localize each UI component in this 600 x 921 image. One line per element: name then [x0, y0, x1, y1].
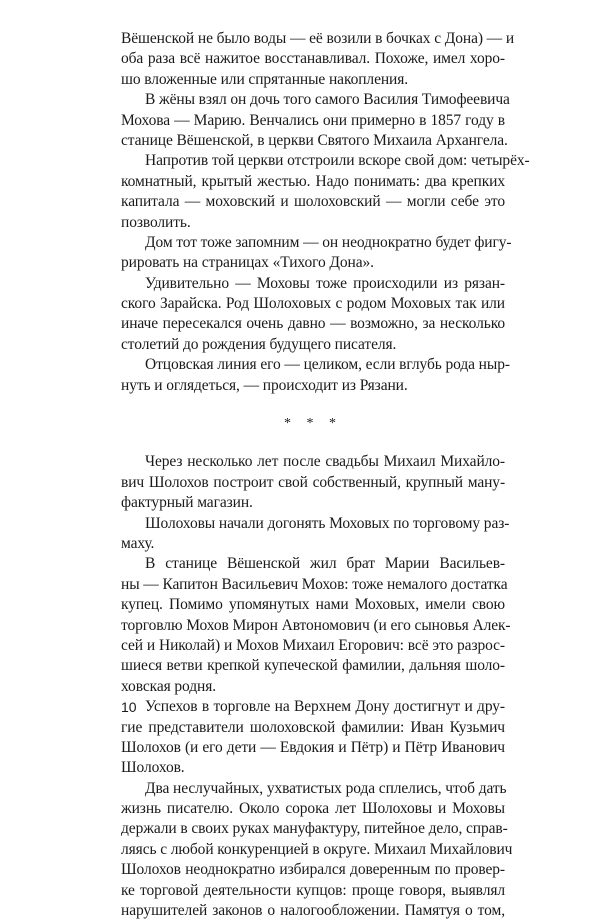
- text-block-lower: [121, 452, 513, 921]
- book-page-text: [121, 29, 530, 921]
- text-line: В станице Вёшенской жил брат Марии Васильев-: [145, 555, 505, 573]
- text-line: Шолохов.: [121, 759, 185, 777]
- text-line: Отцовская линия его — целиком, если вглубь рода ныр-: [145, 356, 510, 374]
- text-line: позволить.: [121, 213, 191, 231]
- text-line: комнатный, крытый жестью. Надо понимать: два крепких: [121, 172, 505, 190]
- text-line: сей и Николай) и Мохов Михаил Егорович: всё это разрос-: [121, 636, 505, 654]
- text-line: держали в своих руках мануфактуру, питейное дело, справ-: [121, 820, 508, 838]
- text-line: В жёны взял он дочь того самого Василия Тимофеевича: [145, 91, 510, 109]
- text-line: купец. Помимо упомянутых нами Моховых, имели свою: [121, 596, 505, 614]
- text-line: Шолохов неоднократно избирался доверенным по провер-: [121, 861, 505, 879]
- text-line: столетий до рождения будущего писателя.: [121, 335, 397, 353]
- text-line: шо вложенные или спрятанные накопления.: [121, 70, 409, 88]
- text-line: ны — Капитон Васильевич Мохов: тоже немалого достатка: [121, 575, 508, 593]
- text-line: Шолоховы начали догонять Моховых по торговому раз-: [145, 514, 510, 532]
- text-line: ховская родня.: [121, 677, 217, 695]
- text-line: Шолохов (и его дети — Евдокия и Пётр) и Пётр Иванович: [121, 738, 505, 756]
- text-line: капитала — моховский и шолоховский — могли себе это: [121, 193, 505, 211]
- text-line: фактурный магазин.: [121, 494, 253, 512]
- text-line: ляясь с любой конкуренцией в округе. Михаил Михайлович: [121, 840, 513, 858]
- text-line: Два неслучайных, ухватистых рода сплелись, чтоб дать: [145, 779, 507, 797]
- text-line: иначе пересекался очень давно — возможно, за несколько: [121, 315, 505, 333]
- section-break: * * *: [284, 416, 342, 432]
- text-line: станице Вёшенской, в церкви Святого Михаила Архангела.: [121, 131, 508, 149]
- text-line: Успехов в торговле на Верхнем Дону достигнут и дру-: [145, 698, 505, 716]
- text-line: нарушителей законов о налогообложении. Памятуя о том,: [121, 902, 505, 920]
- text-line: Мохова — Марию. Венчались они примерно в 1857 году в: [121, 111, 505, 129]
- text-line: жизнь писателю. Около сорока лет Шолоховы и Моховы: [121, 800, 505, 818]
- text-line: гие представители шолоховской фамилии: Иван Кузьмич: [121, 718, 505, 736]
- text-line: торговлю Мохов Мирон Автономович (и его сыновья Алек-: [121, 616, 511, 634]
- text-line: оба раза всё нажитое восстанавливал. Похоже, имел хоро-: [121, 50, 505, 68]
- text-line: Дом тот тоже запомним — он неоднократно будет фигу-: [145, 233, 512, 251]
- text-line: нуть и оглядеться, — происходит из Рязани.: [121, 376, 408, 394]
- page-number: 10: [121, 699, 137, 715]
- text-line: Через несколько лет после свадьбы Михаил Михайло-: [145, 453, 505, 471]
- text-line: ского Зарайска. Род Шолоховых с родом Моховых так или: [121, 295, 505, 313]
- text-line: Напротив той церкви отстроили вскоре свой дом: четырёх-: [145, 152, 530, 170]
- text-line: Удивительно — Моховы тоже происходили из рязан-: [145, 274, 505, 292]
- text-block-upper: [121, 29, 530, 396]
- text-line: вич Шолохов построит свой собственный, крупный ману-: [121, 473, 505, 491]
- text-line: маху.: [121, 534, 155, 552]
- text-line: Вёшенской не было воды — её возили в бочках с Дона) — и: [121, 30, 515, 47]
- text-line: рировать на страницах «Тихого Дона».: [121, 254, 374, 272]
- text-line: шиеся ветви крепкой купеческой фамилии, дальняя шоло-: [121, 657, 505, 675]
- text-line: ке торговой деятельности купцов: проще говоря, выявлял: [121, 881, 505, 899]
